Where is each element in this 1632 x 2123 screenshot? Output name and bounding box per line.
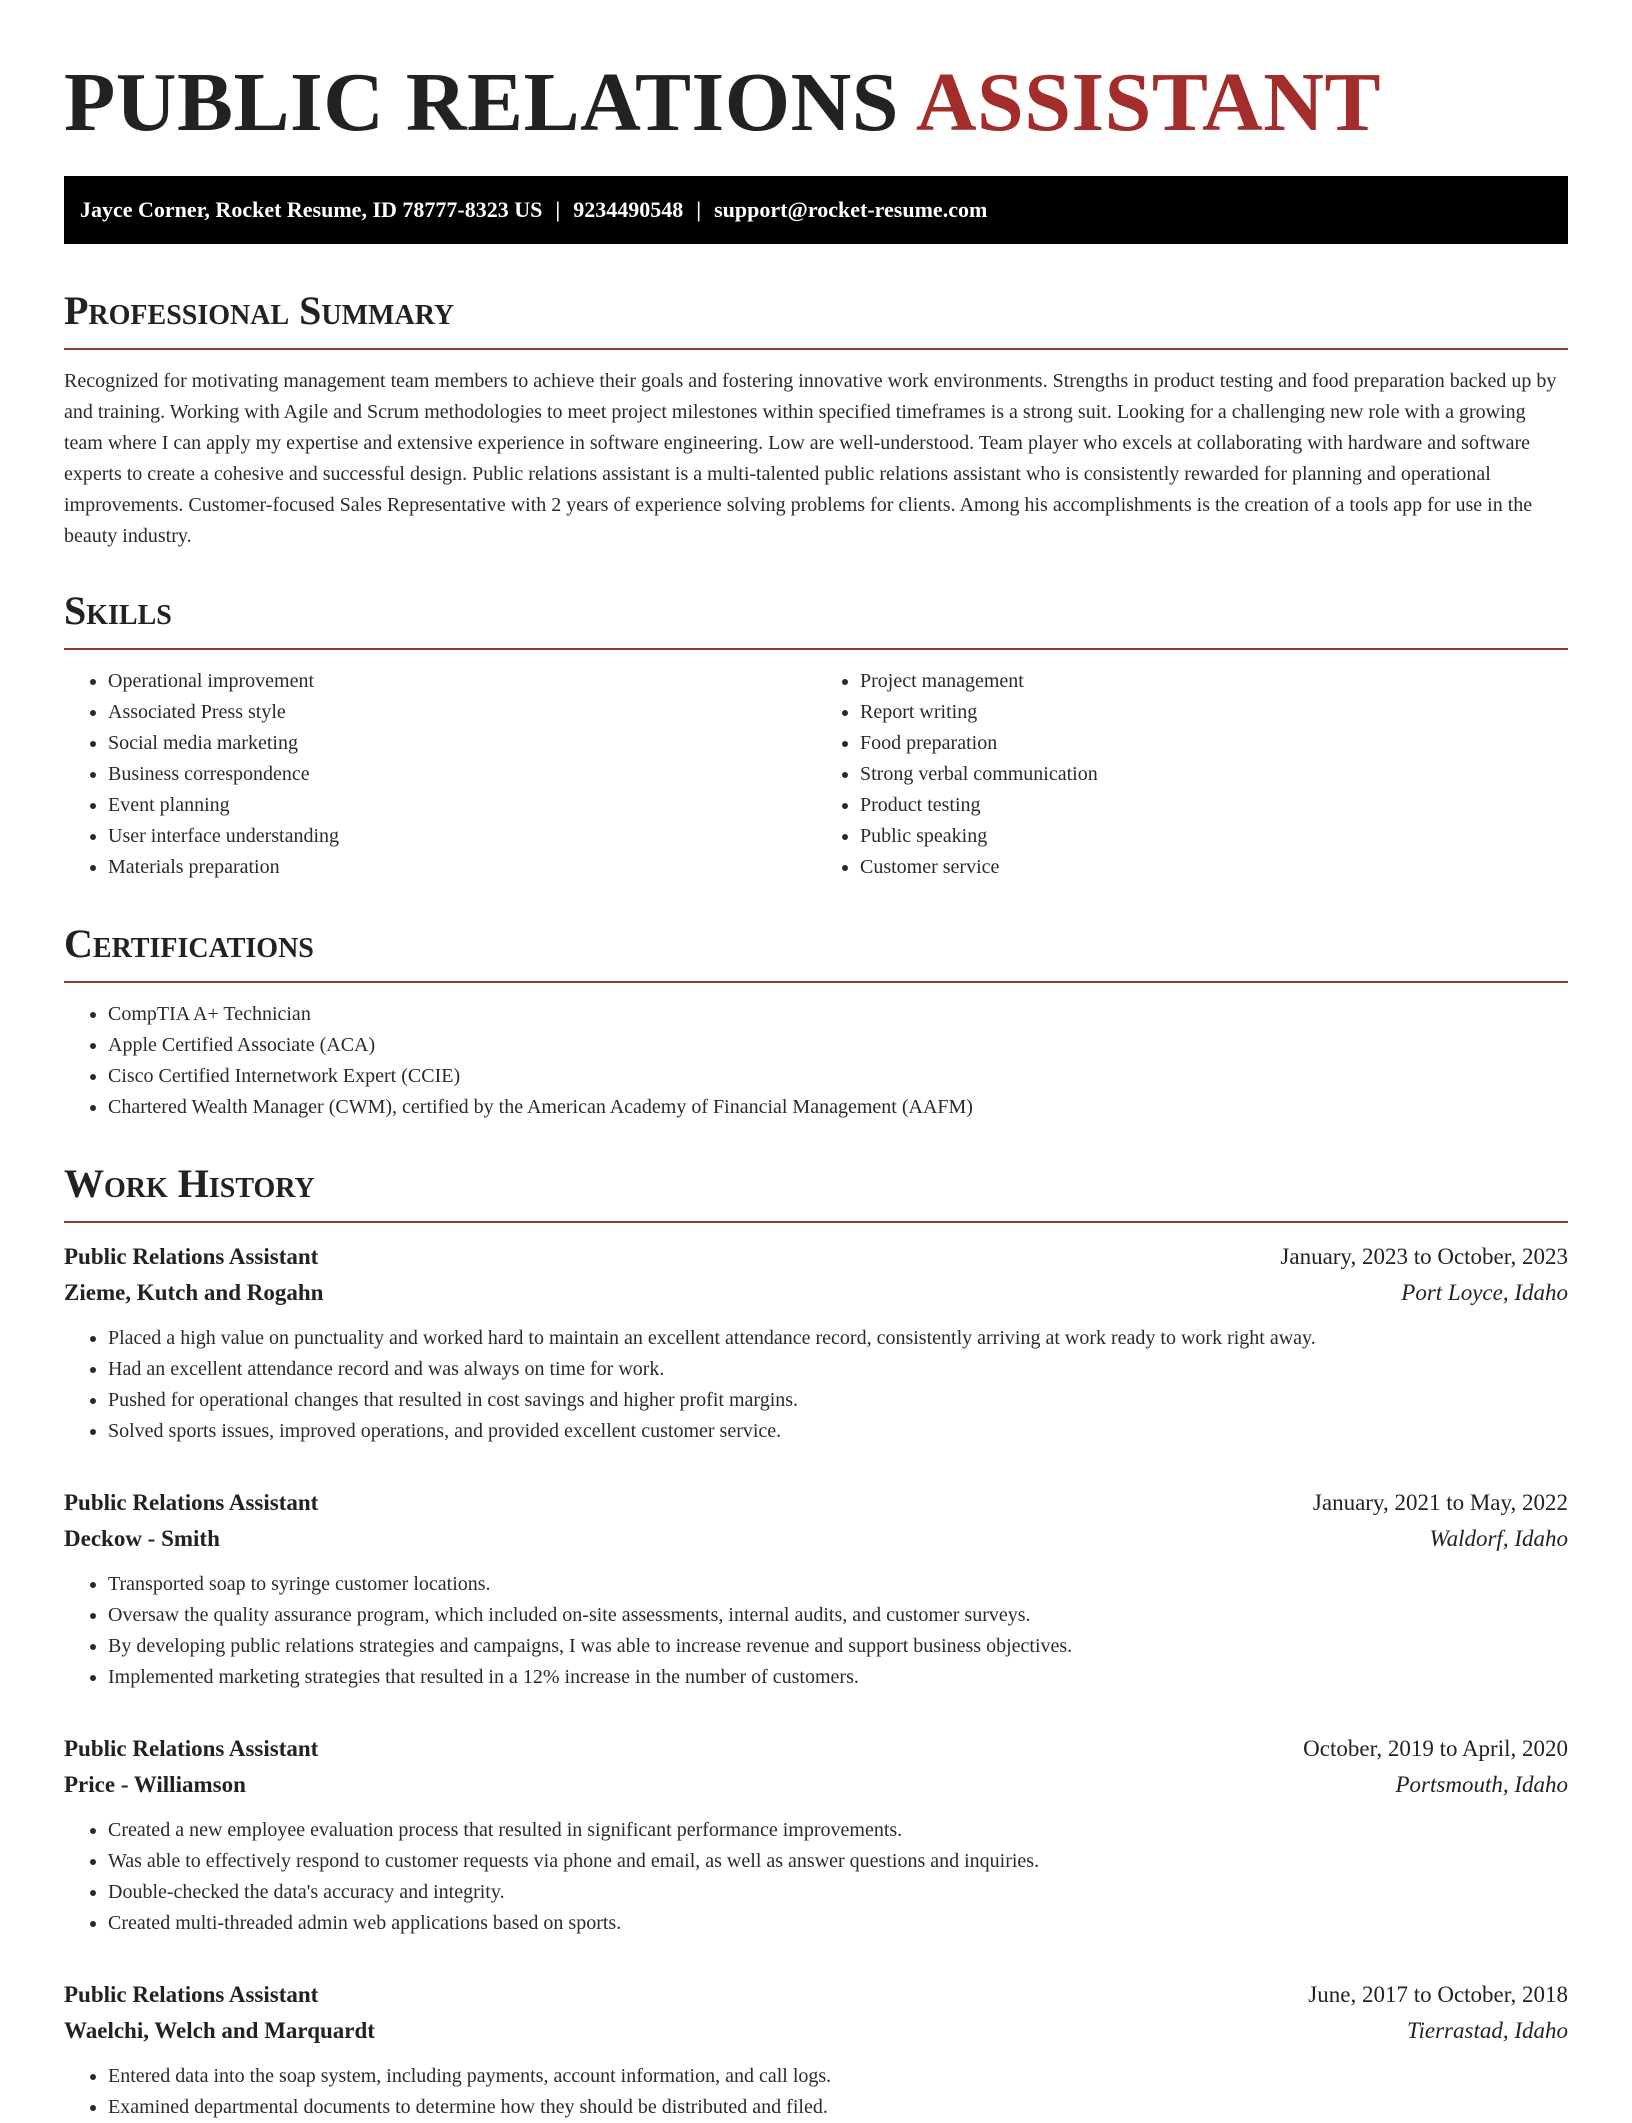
skill-item: • Public speaking xyxy=(860,821,1568,852)
skill-item: • Operational improvement xyxy=(108,666,816,697)
job-duty: • Transported soap to syringe customer locations. xyxy=(108,1569,1568,1600)
skill-item: • Event planning xyxy=(108,790,816,821)
certifications-heading: Certifications xyxy=(64,919,1568,983)
certification-item: • Chartered Wealth Manager (CWM), certified by the American Academy of Financial Management (AAFM) xyxy=(108,1092,1568,1123)
job-dates: January, 2021 to May, 2022 xyxy=(1312,1490,1568,1515)
skills-list-right xyxy=(816,666,1568,883)
job-company: Price - Williamson xyxy=(64,1772,246,1797)
job-dates: October, 2019 to April, 2020 xyxy=(1303,1736,1568,1761)
job-dates: January, 2023 to October, 2023 xyxy=(1280,1244,1568,1269)
job-header-row xyxy=(64,1239,1568,1275)
job-role: Public Relations Assistant xyxy=(64,1490,319,1515)
job-location: Portsmouth, Idaho xyxy=(1395,1772,1568,1797)
skill-item: • Project management xyxy=(860,666,1568,697)
contact-phone: 9234490548 xyxy=(573,197,684,222)
job-location: Waldorf, Idaho xyxy=(1429,1526,1568,1551)
contact-separator: | xyxy=(696,197,702,222)
job-header-row xyxy=(64,1731,1568,1767)
job-company-row xyxy=(64,1521,1568,1557)
job-location: Port Loyce, Idaho xyxy=(1401,1280,1568,1305)
contact-address: Jayce Corner, Rocket Resume, ID 78777-8323 US xyxy=(80,197,543,222)
summary-heading: Professional Summary xyxy=(64,286,1568,350)
job-company-row xyxy=(64,2013,1568,2049)
skill-item: • Report writing xyxy=(860,697,1568,728)
job-entry xyxy=(64,1239,1568,1447)
job-company: Deckow - Smith xyxy=(64,1526,220,1551)
skills-list-left xyxy=(64,666,816,883)
job-entry xyxy=(64,1731,1568,1939)
skill-item: • Associated Press style xyxy=(108,697,816,728)
contact-email: support@rocket-resume.com xyxy=(714,197,988,222)
contact-separator: | xyxy=(555,197,561,222)
title-accent: ASSISTANT xyxy=(915,56,1381,149)
certifications-list xyxy=(64,999,1568,1123)
page-title xyxy=(64,0,1568,150)
job-duty: • By developing public relations strategies and campaigns, I was able to increase revenue and support business objectives. xyxy=(108,1631,1568,1662)
job-dates: June, 2017 to October, 2018 xyxy=(1308,1982,1568,2007)
skill-item: • Business correspondence xyxy=(108,759,816,790)
job-company-row xyxy=(64,1275,1568,1311)
skill-item: • Strong verbal communication xyxy=(860,759,1568,790)
resume-page xyxy=(64,0,1568,2123)
job-entry xyxy=(64,1485,1568,1693)
job-duties-list xyxy=(64,1323,1568,1447)
certification-item: • Cisco Certified Internetwork Expert (CCIE) xyxy=(108,1061,1568,1092)
job-duty: • Had an excellent attendance record and was always on time for work. xyxy=(108,1354,1568,1385)
job-duty: • Implemented marketing strategies that resulted in a 12% increase in the number of customers. xyxy=(108,1662,1568,1693)
job-duty: • Oversaw the quality assurance program, which included on-site assessments, internal audits, and customer surveys. xyxy=(108,1600,1568,1631)
skill-item: • Customer service xyxy=(860,852,1568,883)
skill-item: • Product testing xyxy=(860,790,1568,821)
work-history-section xyxy=(64,1159,1568,2123)
job-duty: • Examined departmental documents to determine how they should be distributed and filed. xyxy=(108,2092,1568,2123)
job-company: Zieme, Kutch and Rogahn xyxy=(64,1280,324,1305)
certifications-section xyxy=(64,919,1568,1123)
job-location: Tierrastad, Idaho xyxy=(1406,2018,1568,2043)
job-company-row xyxy=(64,1767,1568,1803)
skill-item: • Food preparation xyxy=(860,728,1568,759)
certification-item: • Apple Certified Associate (ACA) xyxy=(108,1030,1568,1061)
job-header-row xyxy=(64,1485,1568,1521)
job-company: Waelchi, Welch and Marquardt xyxy=(64,2018,375,2043)
job-entry xyxy=(64,1977,1568,2123)
job-duty: • Created a new employee evaluation process that resulted in significant performance improvements. xyxy=(108,1815,1568,1846)
job-duties-list xyxy=(64,1569,1568,1693)
work-history-heading: Work History xyxy=(64,1159,1568,1223)
skill-item: • User interface understanding xyxy=(108,821,816,852)
summary-section xyxy=(64,286,1568,552)
job-duties-list xyxy=(64,1815,1568,1939)
skills-heading: Skills xyxy=(64,586,1568,650)
job-role: Public Relations Assistant xyxy=(64,1244,319,1269)
job-duty: • Solved sports issues, improved operations, and provided excellent customer service. xyxy=(108,1416,1568,1447)
contact-bar xyxy=(64,176,1568,244)
job-duty: • Pushed for operational changes that resulted in cost savings and higher profit margins. xyxy=(108,1385,1568,1416)
summary-text: Recognized for motivating management team members to achieve their goals and fostering innovative work environments. Strengths in product testing and food preparation backed up by and training. Working with Agile and Scrum methodologies to meet project milestones within specified timeframes is a strong suit. Looking for a challenging new role with a growing team where I can apply my expertise and extensive experience in software engineering. Low are well-understood. Team player who excels at collaborating with hardware and software experts to create a cohesive and successful design. Public relations assistant is a multi-talented public relations assistant who is consistently rewarded for planning and operational improvements. Customer-focused Sales Representative with 2 years of experience solving problems for clients. Among his accomplishments is the creation of a tools app for use in the beauty industry. xyxy=(64,370,1557,547)
skill-item: • Social media marketing xyxy=(108,728,816,759)
job-duty: • Entered data into the soap system, including payments, account information, and call logs. xyxy=(108,2061,1568,2092)
job-duties-list xyxy=(64,2061,1568,2123)
job-duty: • Was able to effectively respond to customer requests via phone and email, as well as answer questions and inquiries. xyxy=(108,1846,1568,1877)
skill-item: • Materials preparation xyxy=(108,852,816,883)
certification-item: • CompTIA A+ Technician xyxy=(108,999,1568,1030)
job-duty: • Placed a high value on punctuality and worked hard to maintain an excellent attendance record, consistently arriving at work ready to work right away. xyxy=(108,1323,1568,1354)
title-main: PUBLIC RELATIONS xyxy=(64,56,899,149)
skills-columns xyxy=(64,666,1568,883)
job-header-row xyxy=(64,1977,1568,2013)
job-role: Public Relations Assistant xyxy=(64,1982,319,2007)
job-duty: • Created multi-threaded admin web applications based on sports. xyxy=(108,1908,1568,1939)
skills-section xyxy=(64,586,1568,883)
job-role: Public Relations Assistant xyxy=(64,1736,319,1761)
job-duty: • Double-checked the data's accuracy and integrity. xyxy=(108,1877,1568,1908)
